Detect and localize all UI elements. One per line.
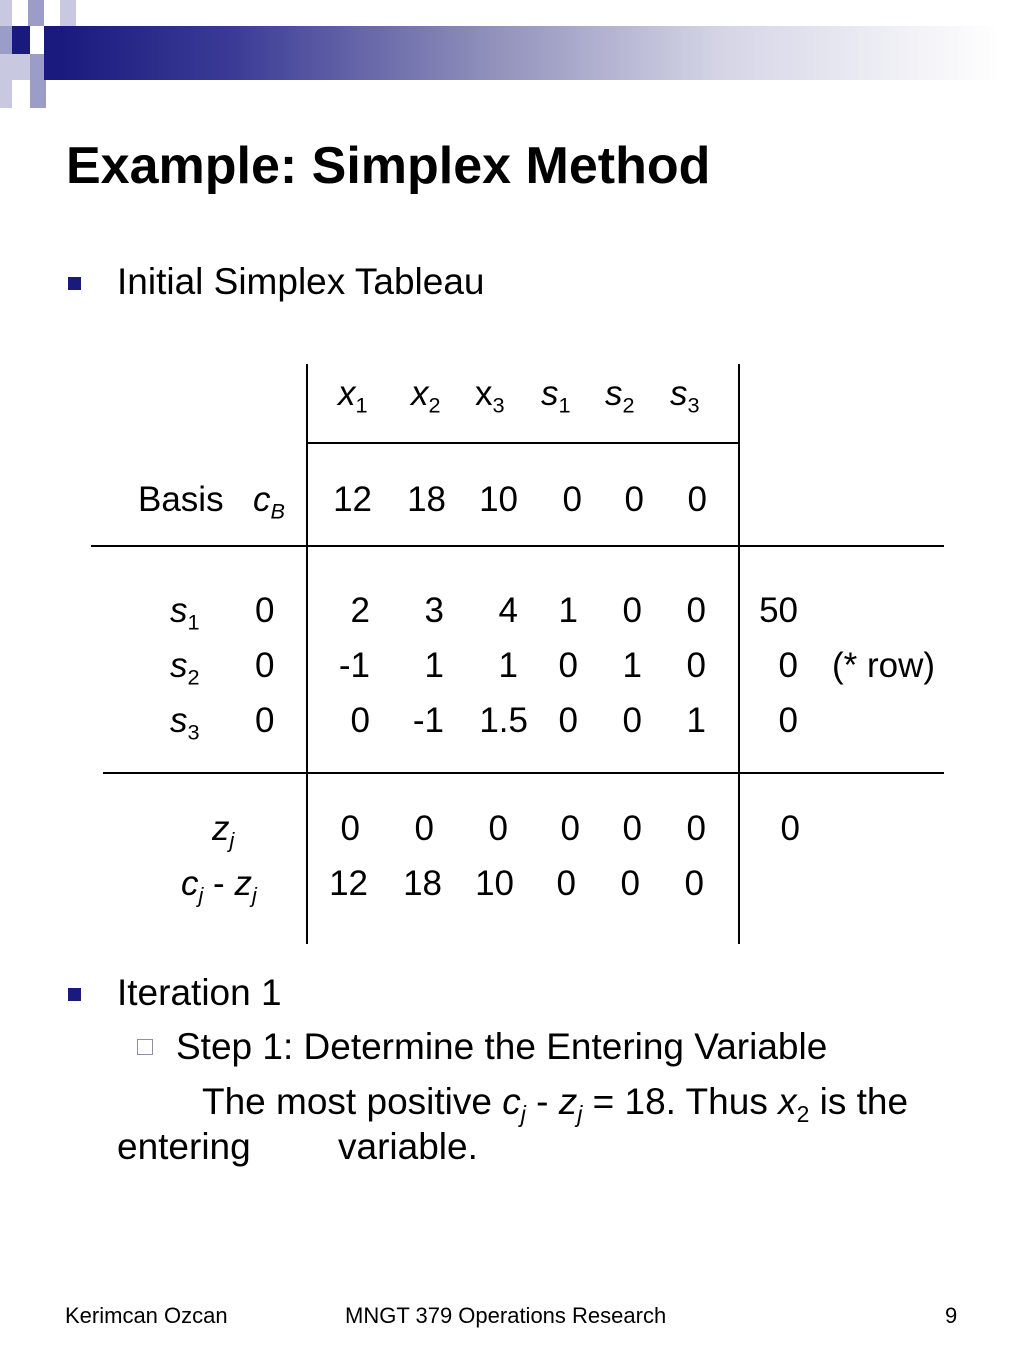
tableau-cell: 1 [424, 646, 444, 685]
slide-title: Example: Simplex Method [66, 137, 711, 195]
zj-cell: 0 [622, 809, 642, 848]
cost-cell: 12 [333, 480, 372, 519]
zj-cell: 0 [686, 809, 706, 848]
header-square [28, 0, 44, 26]
header-square [30, 26, 44, 54]
header-square [30, 54, 44, 80]
sub-bullet-box-icon [137, 1039, 153, 1055]
tableau-cell: 0 [686, 591, 706, 630]
cost-cell: 0 [624, 480, 644, 519]
tableau-cell: 0 [558, 701, 578, 740]
zj-rhs: 0 [780, 809, 800, 848]
tableau-cell: 3 [424, 591, 444, 630]
zj-cell: 0 [414, 809, 434, 848]
cj-zj-cell: 0 [684, 864, 704, 903]
cb-label: $c_B$ [253, 480, 285, 524]
explanation-line-2a: entering [117, 1126, 251, 1167]
cj-zj-cell: 12 [329, 864, 368, 903]
step-heading: Step 1: Determine the Entering Variable [176, 1026, 828, 1067]
tableau-cell: -1 [338, 646, 370, 685]
basis-s1: $s_1$ [170, 591, 200, 635]
header-x1: $x_1$ [338, 374, 368, 418]
header-square [12, 0, 28, 26]
pivot-row-note: (* row) [832, 646, 936, 685]
rhs-value: 0 [778, 701, 798, 740]
tableau-divider-right [738, 364, 740, 944]
tableau-cell: -1 [412, 701, 444, 740]
header-gradient-bar [60, 26, 1000, 80]
tableau-cell: 0 [686, 646, 706, 685]
rhs-value: 50 [759, 591, 798, 630]
cost-cell: 18 [407, 480, 446, 519]
tableau-cell: 4 [498, 591, 518, 630]
cost-cell: 10 [479, 480, 518, 519]
cj-zj-cell: 18 [403, 864, 442, 903]
tableau-cell: 0 [350, 701, 370, 740]
tableau-cell: 1 [622, 646, 642, 685]
bullet-iteration: Iteration 1 [117, 972, 282, 1013]
cj-zj-label: $c_j - z_j$ [181, 864, 257, 908]
tableau-cell: 1.5 [479, 701, 528, 740]
tableau-divider-left [306, 364, 308, 944]
zj-cell: 0 [340, 809, 360, 848]
tableau-cost-line [91, 545, 944, 547]
zj-cell: 0 [488, 809, 508, 848]
tableau-cell: 1 [686, 701, 706, 740]
header-square [44, 26, 60, 80]
cb-value: 0 [255, 591, 275, 630]
tableau-cell: 0 [622, 701, 642, 740]
explanation-line-1: The most positive $c_j - z_j = 18$. Thus $x_2$ is the [202, 1081, 909, 1128]
tableau-cell: 1 [558, 591, 578, 630]
header-square [0, 80, 12, 108]
header-s3: $s_3$ [670, 374, 700, 418]
footer-page-number: 9 [945, 1303, 958, 1328]
explanation-line-2b: variable. [338, 1126, 478, 1167]
basis-s3: $s_3$ [170, 701, 200, 745]
cj-zj-cell: 0 [556, 864, 576, 903]
header-x3: $x_3$ [475, 374, 505, 418]
cb-value: 0 [255, 646, 275, 685]
bullet-square-icon [68, 277, 81, 290]
tableau-cell: 0 [558, 646, 578, 685]
basis-label: Basis [138, 480, 224, 519]
basis-s2: $s_2$ [170, 646, 200, 690]
cj-zj-cell: 0 [620, 864, 640, 903]
tableau-body-line [103, 772, 944, 774]
tableau-header-line [306, 442, 739, 444]
header-s2: $s_2$ [605, 374, 635, 418]
header-square [60, 0, 76, 26]
footer-course: MNGT 379 Operations Research [345, 1303, 667, 1328]
tableau-cell: 2 [350, 591, 370, 630]
header-x2: $x_2$ [411, 374, 441, 418]
header-square [0, 0, 12, 26]
header-square [12, 26, 30, 54]
bullet-square-icon [68, 988, 81, 1001]
rhs-value: 0 [778, 646, 798, 685]
header-square [0, 26, 12, 54]
tableau-cell: 0 [622, 591, 642, 630]
zj-cell: 0 [560, 809, 580, 848]
cb-value: 0 [255, 701, 275, 740]
cost-cell: 0 [562, 480, 582, 519]
header-s1: $s_1$ [541, 374, 571, 418]
cost-cell: 0 [687, 480, 707, 519]
zj-label: $z_j$ [212, 809, 235, 853]
bullet-initial-tableau: Initial Simplex Tableau [117, 261, 485, 302]
header-square [0, 54, 30, 80]
header-square [30, 80, 46, 108]
footer-author: Kerimcan Ozcan [65, 1303, 228, 1328]
tableau-cell: 1 [498, 646, 518, 685]
cj-zj-cell: 10 [475, 864, 514, 903]
